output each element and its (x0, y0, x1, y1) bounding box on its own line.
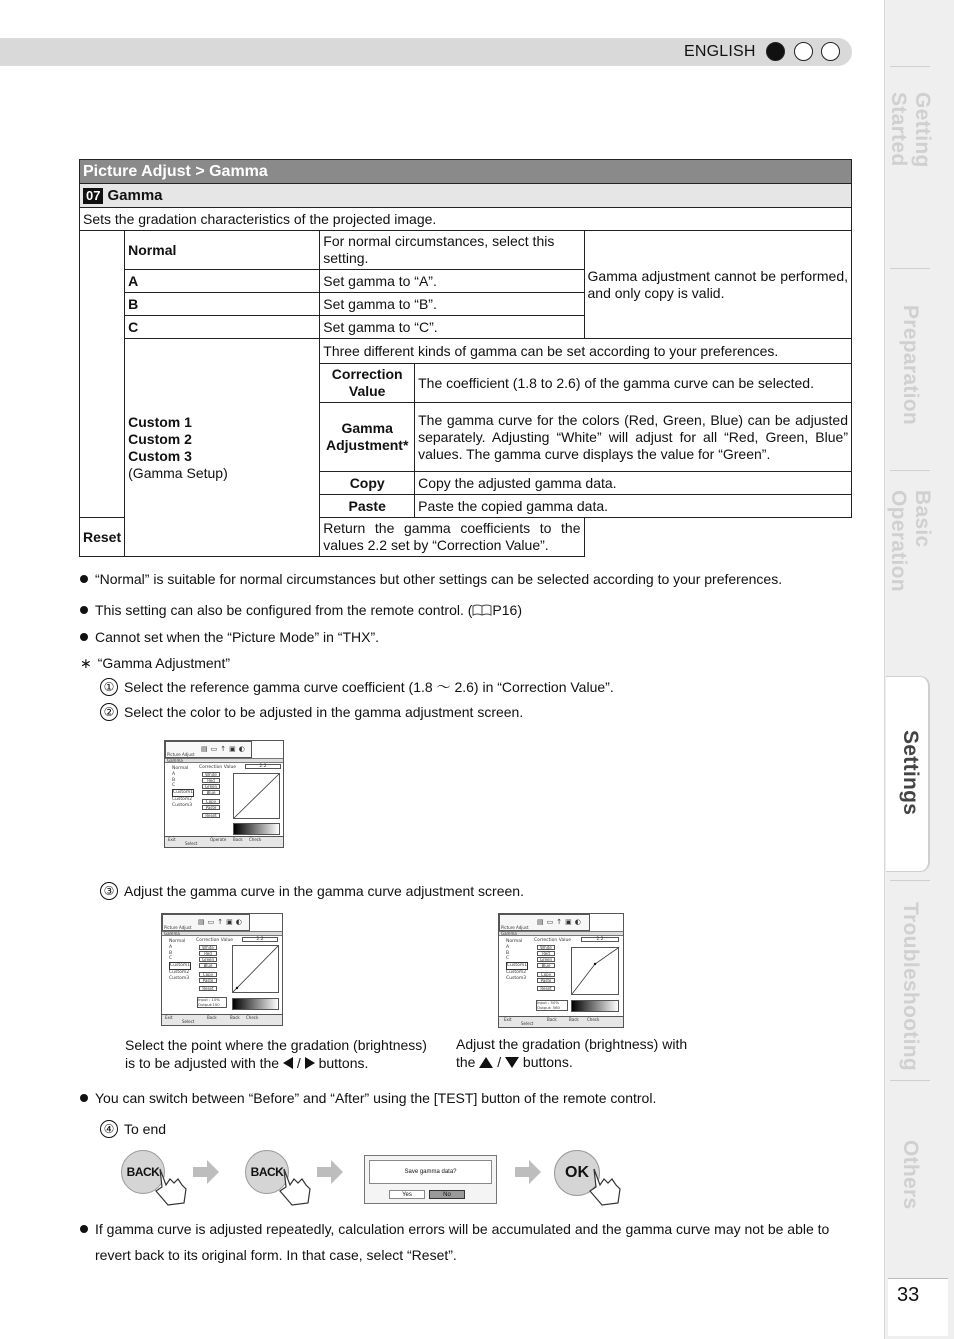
step-2 (100, 702, 523, 722)
list-item: Custom3 (169, 975, 190, 981)
step-text: Adjust the gamma curve in the gamma curve adjustment screen. (124, 883, 524, 899)
copy-button[interactable]: Copy (537, 972, 555, 977)
gradation-bar (571, 1000, 619, 1012)
list-item: Custom1 (170, 963, 191, 969)
note-text: ) (517, 602, 522, 618)
row-label-a: A (125, 270, 320, 293)
step-number: ② (100, 703, 118, 721)
tab-divider (890, 1080, 930, 1081)
back-button-2[interactable]: BACK (245, 1150, 289, 1194)
item-number: 07 (83, 188, 103, 204)
footer-select: Select (521, 1021, 534, 1026)
section-bar (499, 931, 623, 936)
menu-tabs (499, 914, 590, 931)
caption-line: the / buttons. (456, 1054, 573, 1070)
list-item: Custom2 (172, 796, 193, 802)
reset-desc: Return the gamma coefficients to the values 2.2 set by “Correction Value”. (320, 518, 584, 557)
red-button[interactable]: Red (202, 778, 220, 783)
reset-button[interactable]: Reset (537, 986, 555, 991)
bullet-icon (80, 1225, 88, 1233)
note-normal (80, 570, 782, 588)
bullet-icon (80, 1094, 88, 1102)
note-text: If gamma curve is adjusted repeatedly, calculation errors will be accumulated and the gamma curve may not be able to (95, 1221, 830, 1237)
tab-divider (890, 66, 930, 67)
row-desc-normal: For normal circumstances, select this setting. (320, 231, 584, 270)
footer-check: Check (587, 1017, 600, 1022)
step-number: ① (100, 678, 118, 696)
footer-back: Back (230, 1015, 240, 1020)
blue-button[interactable]: Blue (199, 963, 217, 968)
bullet-icon (80, 606, 88, 614)
correction-label: Correction Value (196, 938, 234, 943)
table-title: Picture Adjust > Gamma (80, 160, 852, 184)
tab-divider (890, 880, 930, 881)
list-item: C (169, 956, 173, 962)
paste-desc: Paste the copied gamma data. (415, 495, 852, 518)
note-text: Cannot set when the “Picture Mode” in “THX”. (95, 629, 380, 645)
correction-label: Correction Value (534, 938, 572, 943)
footer-select: Select (185, 841, 198, 846)
tab-preparation[interactable]: Preparation (899, 305, 922, 425)
list-item: A (172, 771, 176, 777)
copy-button[interactable]: Copy (199, 972, 217, 977)
list-item: Normal (172, 766, 189, 771)
asterisk-icon: ∗ (80, 655, 92, 671)
screen-footer (162, 1014, 282, 1025)
list-item: Custom3 (506, 975, 527, 981)
step-3 (100, 881, 524, 901)
correction-label: Correction Value (199, 765, 237, 770)
tab-getting-started[interactable]: Getting Started (887, 92, 934, 168)
row-label-c: C (125, 316, 320, 339)
language-label: ENGLISH (684, 43, 756, 60)
gamma-adjustment-label: Gamma Adjustment* (320, 403, 415, 472)
back-button-1[interactable]: BACK (121, 1150, 165, 1194)
down-arrow-icon (505, 1057, 519, 1068)
save-gamma-dialog (364, 1155, 497, 1204)
ok-button[interactable]: OK (554, 1150, 600, 1196)
white-button[interactable]: White (199, 945, 217, 950)
paste-button[interactable]: Paste (202, 805, 220, 810)
gamma-screen-3 (498, 913, 624, 1028)
reset-button[interactable]: Reset (199, 986, 217, 991)
item-name: Gamma (107, 187, 163, 204)
note-remote (80, 601, 522, 619)
caption-text: the (456, 1054, 476, 1070)
right-arrow-icon (305, 1057, 315, 1069)
paste-button[interactable]: Paste (537, 978, 555, 983)
list-item: B (506, 950, 510, 956)
list-item: A (169, 944, 173, 950)
tab-basic-operation[interactable]: Basic Operation (887, 490, 934, 592)
book-reference-icon (472, 604, 492, 616)
next-arrow-icon (317, 1160, 343, 1184)
gamma-list (172, 766, 194, 809)
caption-left (125, 1036, 430, 1072)
note-text: You can switch between “Before” and “After” using the [TEST] button of the remote control. (95, 1090, 657, 1106)
copy-label: Copy (320, 472, 415, 495)
tab-divider (890, 470, 930, 471)
section-label: Gamma (164, 931, 180, 936)
row-label-b: B (125, 293, 320, 316)
list-item: C (172, 783, 176, 789)
list-item: Custom2 (506, 969, 527, 975)
gamma-adjustment-desc: The gamma curve for the colors (Red, Green, Blue) can be adjusted separately. Adjusting “White” will adjust for all “Red, Green, Blue” values. The gamma curve displays the value for “Green”. (415, 403, 852, 472)
footer-back: Back (207, 1015, 217, 1020)
footer-select: Select (182, 1019, 195, 1024)
table-description: Sets the gradation characteristics of the projected image. (80, 208, 852, 231)
note-thx (80, 628, 379, 646)
list-item: C (506, 956, 510, 962)
list-item: Custom1 (507, 963, 528, 969)
tab-title: Picture Adjust (164, 925, 192, 930)
note-text: revert back to its original form. In that case, select “Reset”. (95, 1247, 457, 1263)
page-dot-1 (766, 42, 785, 61)
caption-line: Adjust the gradation (brightness) with (456, 1036, 688, 1052)
gamma-list (506, 939, 528, 982)
step-text: Select the color to be adjusted in the gamma adjustment screen. (124, 704, 524, 720)
red-button[interactable]: Red (537, 951, 555, 956)
gamma-screen-1 (164, 740, 284, 848)
footer-exit: Exit (168, 837, 176, 842)
tab-others[interactable]: Others (899, 1140, 922, 1210)
red-button[interactable]: Red (199, 951, 217, 956)
list-item: B (172, 777, 176, 783)
green-button[interactable]: Green (202, 784, 220, 789)
tab-icons: ▤▭↑▣◐ (198, 918, 245, 926)
gamma-screen-2 (161, 913, 283, 1026)
section-label: Gamma (501, 931, 517, 936)
step-text: To end (124, 1121, 167, 1137)
note-text: “Normal” is suitable for normal circumstances but other settings can be selected according to your preferences. (95, 571, 783, 587)
step-1 (100, 677, 614, 697)
dialog-no-button[interactable]: No (429, 1190, 465, 1199)
indent-cell (80, 231, 125, 518)
input-output-readout: Input : 50% Output: 560 (536, 1000, 568, 1011)
caption-text: is to be adjusted with the (125, 1055, 280, 1071)
blue-button[interactable]: Blue (202, 790, 220, 795)
footer-back: Back (547, 1017, 557, 1022)
gamma-list (169, 939, 191, 982)
note-text: “Gamma Adjustment” (97, 655, 230, 671)
paste-label: Paste (320, 495, 415, 518)
dialog-message: Save gamma data? (369, 1160, 492, 1184)
footer-exit: Exit (504, 1017, 512, 1022)
footer-operate: Operate (210, 837, 227, 842)
section-bar (165, 758, 283, 763)
footer-back: Back (569, 1017, 579, 1022)
correction-value: 2.2 (581, 937, 619, 942)
pointing-hand-icon (152, 1165, 192, 1207)
note-test-button (80, 1089, 656, 1107)
white-button[interactable]: White (202, 772, 220, 777)
caption-text: buttons. (522, 1054, 573, 1070)
next-arrow-icon (193, 1160, 219, 1184)
bullet-icon (80, 575, 88, 583)
table-subtitle (80, 184, 852, 208)
custom-3-label: Custom 3 (128, 447, 192, 464)
reset-label: Reset (80, 518, 125, 557)
merged-note: Gamma adjustment cannot be performed, and only copy is valid. (584, 231, 851, 339)
footer-check: Check (249, 837, 262, 842)
correction-value-label: Correction Value (320, 364, 415, 403)
gamma-graph (233, 773, 280, 819)
tab-settings[interactable]: Settings (899, 730, 922, 816)
caption-text: buttons. (318, 1055, 369, 1071)
row-label-normal: Normal (125, 231, 320, 270)
gamma-setup-label: (Gamma Setup) (128, 464, 228, 481)
list-item: Normal (169, 939, 186, 944)
step-text: Select the reference gamma curve coefficient (1.8 ～ 2.6) in “Correction Value”. (124, 679, 614, 695)
list-item: B (169, 950, 173, 956)
tab-troubleshooting[interactable]: Troubleshooting (899, 902, 922, 1071)
row-desc-c: Set gamma to “C”. (320, 316, 584, 339)
caption-right (456, 1035, 696, 1071)
note-text: This setting can also be configured from the remote control. ( (95, 602, 473, 618)
green-button[interactable]: Green (199, 957, 217, 962)
menu-tabs (162, 914, 250, 931)
correction-value: 2.2 (245, 764, 281, 769)
page-dot-3 (821, 42, 840, 61)
gamma-curve (234, 774, 279, 818)
row-desc-b: Set gamma to “B”. (320, 293, 584, 316)
gamma-curve (572, 948, 618, 994)
step-4 (100, 1119, 166, 1139)
custom-1-label: Custom 1 (128, 413, 192, 430)
note-reset-warning (80, 1220, 829, 1238)
step-number: ④ (100, 1120, 118, 1138)
green-button[interactable]: Green (537, 957, 555, 962)
section-label: Gamma (167, 758, 183, 763)
tab-divider (890, 268, 930, 269)
custom-label-cell (125, 339, 320, 557)
paste-button[interactable]: Paste (199, 978, 217, 983)
pointing-hand-icon (276, 1165, 316, 1207)
reset-button[interactable]: Reset (202, 813, 220, 818)
gamma-curve (233, 946, 278, 992)
page-number: 33 (897, 1284, 920, 1306)
gradation-bar (232, 998, 279, 1010)
gamma-settings-table (79, 159, 852, 557)
copy-desc: Copy the adjusted gamma data. (415, 472, 852, 495)
caption-line: Select the point where the gradation (brightness) (125, 1037, 427, 1053)
input-output-readout: Input : 10% Output:100 (197, 997, 227, 1008)
list-item: Custom3 (172, 802, 193, 808)
caption-line: is to be adjusted with the / buttons. (125, 1055, 369, 1071)
menu-tabs (165, 741, 252, 758)
gamma-graph (571, 947, 619, 995)
correction-value-desc: The coefficient (1.8 to 2.6) of the gamma curve can be selected. (415, 364, 852, 403)
left-arrow-icon (283, 1057, 293, 1069)
blue-button[interactable]: Blue (537, 963, 555, 968)
list-item: Custom1 (173, 790, 194, 796)
page-reference-link[interactable]: P16 (492, 602, 518, 618)
tab-title: Picture Adjust (167, 752, 195, 757)
dialog-yes-button[interactable]: Yes (389, 1190, 425, 1199)
copy-button[interactable]: Copy (202, 799, 220, 804)
gradation-bar (233, 823, 280, 835)
pointing-hand-icon (586, 1165, 626, 1207)
tab-icons: ▤▭↑▣◐ (201, 745, 248, 753)
step-number: ③ (100, 882, 118, 900)
list-item: Custom2 (169, 969, 190, 975)
tab-title: Picture Adjust (501, 925, 529, 930)
section-bar (162, 931, 282, 936)
next-arrow-icon (515, 1160, 541, 1184)
custom-intro: Three different kinds of gamma can be set according to your preferences. (320, 339, 852, 364)
up-arrow-icon (479, 1057, 493, 1068)
bullet-icon (80, 633, 88, 641)
footer-back: Back (233, 837, 243, 842)
footer-check: Check (246, 1015, 259, 1020)
white-button[interactable]: White (537, 945, 555, 950)
gamma-graph (232, 945, 279, 993)
screen-footer (165, 836, 283, 847)
custom-2-label: Custom 2 (128, 430, 192, 447)
tab-icons: ▤▭↑▣◐ (537, 918, 584, 926)
footer-exit: Exit (165, 1015, 173, 1020)
list-item: Normal (506, 939, 523, 944)
correction-value: 2.2 (242, 937, 278, 942)
screen-footer (499, 1016, 623, 1027)
note-asterisk (80, 654, 230, 672)
page-dot-2 (794, 42, 813, 61)
list-item: A (506, 944, 510, 950)
note-reset-warning-cont (95, 1246, 457, 1264)
row-desc-a: Set gamma to “A”. (320, 270, 584, 293)
